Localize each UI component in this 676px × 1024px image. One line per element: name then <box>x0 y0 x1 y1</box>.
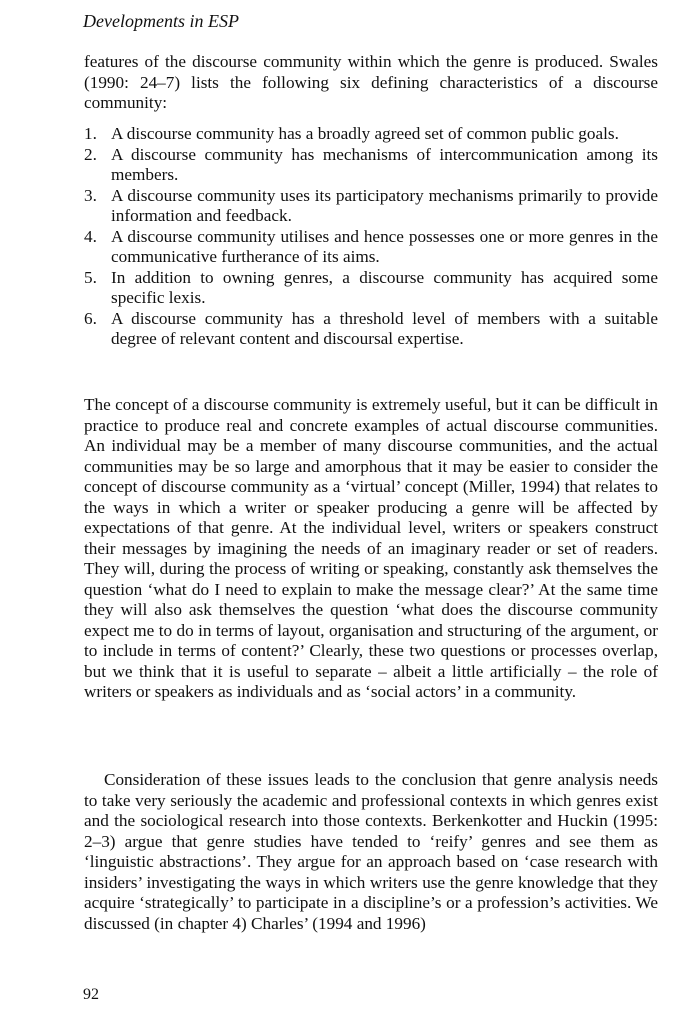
list-item-text: A discourse community has mechanisms of intercommunication among its members. <box>111 144 658 184</box>
list-item-text: A discourse community has a threshold level of members with a suitable degree of relevant content and discoursal expertise. <box>111 308 658 348</box>
list-item-number: 1. <box>84 124 97 143</box>
list-item-text: A discourse community utilises and hence possesses one or more genres in the communicative furtherance of its aims. <box>111 226 658 266</box>
list-item <box>84 268 658 309</box>
list-item <box>84 309 658 350</box>
list-item-number: 2. <box>84 144 97 164</box>
body-paragraph: Consideration of these issues leads to the conclusion that genre analysis needs to take very seriously the academic and professional contexts in which genres exist and the sociological research into those contexts. Berkenkotter and Huckin (1995: 2–3) argue that genre studies have tended to ‘reify’ genres and see them as ‘linguistic abstractions’. They argue for an approach based on ‘case research with insiders’ investigating the ways in which writers use the genre knowledge that they acquire ‘strategically’ to participate in a discipline’s or a profession’s activities. We discussed (in chapter 4) Charles’ (1994 and 1996) <box>84 770 658 933</box>
body-paragraph: The concept of a discourse community is extremely useful, but it can be difficult in practice to produce real and concrete examples of actual discourse communities. An individual may be a member of many discourse communities, and the actual communities may be so large and amorphous that it may be easier to consider the concept of discourse community as a ‘virtual’ concept (Miller, 1994) that relates to the ways in which a writer or speaker producing a genre will be affected by expectations of that genre. At the individual level, writers or speakers construct their messages by imagining the needs of an imaginary reader or set of readers. They will, during the process of writing or speaking, constantly ask themselves the question ‘what do I need to explain to make the message clear?’ At the same time they will also ask themselves the question ‘what does the discourse community expect me to do in terms of layout, organisation and structuring of the argument, or to include in terms of content?’ Clearly, these two questions or processes overlap, but we think that it is useful to separate – albeit a little artificially – the role of writers or speakers as individuals and as ‘social actors’ in a community. <box>84 395 658 701</box>
list-item-text: In addition to owning genres, a discourse community has acquired some specific lexis. <box>111 267 658 307</box>
list-item-number: 4. <box>84 226 97 246</box>
list-item-number: 3. <box>84 185 97 205</box>
list-item <box>84 145 658 186</box>
list-item-number: 6. <box>84 308 97 328</box>
intro-paragraph: features of the discourse community within which the genre is produced. Swales (1990: 24–7) lists the following six defining characteristics of a discourse community: <box>84 52 658 112</box>
running-head: Developments in ESP <box>83 11 239 31</box>
list-item-text: A discourse community has a broadly agreed set of common public goals. <box>111 124 619 143</box>
list-item <box>84 124 658 145</box>
list-item <box>84 186 658 227</box>
page-number: 92 <box>83 986 99 1003</box>
list-item-number: 5. <box>84 267 97 287</box>
list-item-text: A discourse community uses its participatory mechanisms primarily to provide information and feedback. <box>111 185 658 225</box>
list-item <box>84 227 658 268</box>
characteristics-list <box>84 124 658 350</box>
